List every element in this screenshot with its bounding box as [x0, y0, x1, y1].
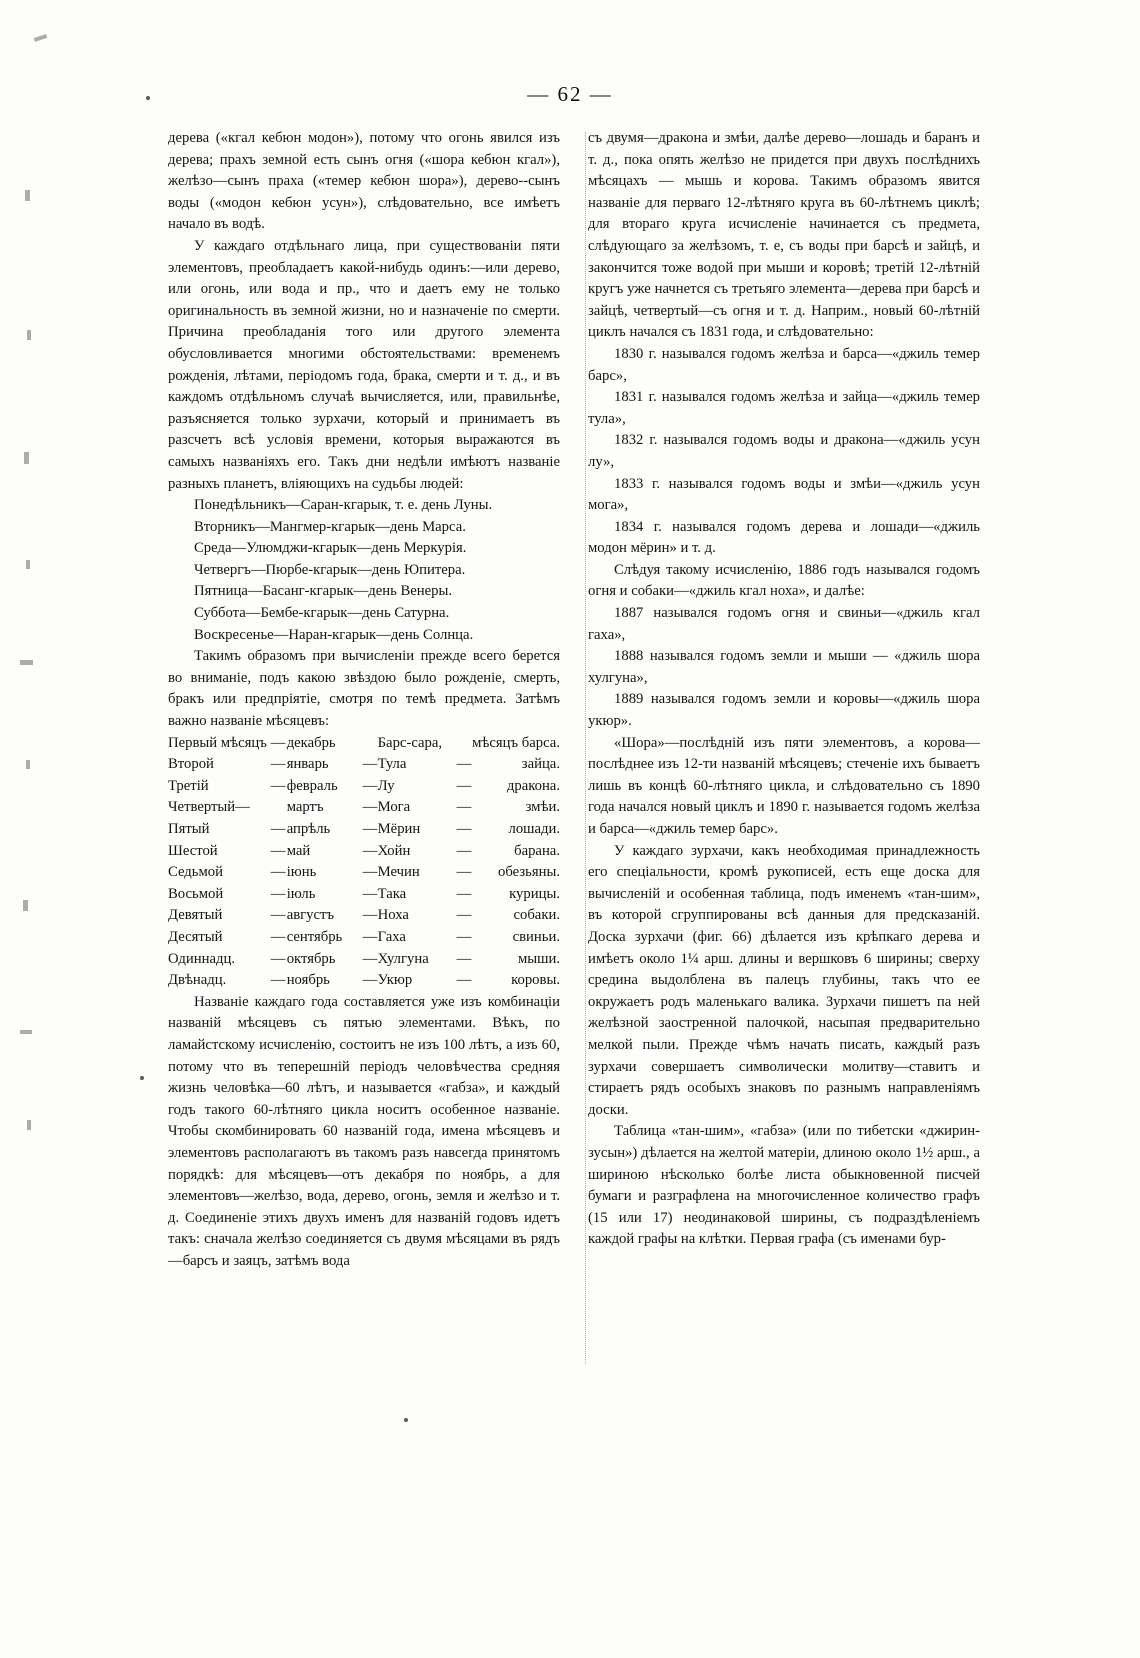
month-dash: —: [456, 885, 472, 902]
page-number: — 62 —: [527, 82, 613, 106]
scan-speck: [20, 1030, 32, 1034]
month-animal: курицы.: [509, 885, 560, 902]
paragraph: У каждаго отдѣльнаго лица, при существованіи пяти элементовъ, преобладаетъ какой-нибудь одинъ:—или дерево, или огонь, или вода и пр., что и даетъ ему не только оригинальность въ земной жизни, но и назначеніе по смерти. Причина преобладанія того или другого элемента обусловливается многими обстоятельствами: временемъ рожденія, лѣтами, періодомъ года, брака, смерти и т. д., и въ каждомъ отдѣльномъ случаѣ вычисляется, или, правильнѣе, разъясняется только зурхачи, который и принимаетъ въ разсчетъ всѣ условія времени, которыя выражаются въ самыхъ названіяхъ его. Такъ дни недѣли имѣютъ названіе разныхъ планетъ, вліяющихъ на судьбы людей:: [168, 237, 560, 492]
month-ordinal: Одиннадц.: [168, 950, 235, 967]
month-gregorian: мартъ: [286, 799, 324, 816]
scan-speck: [25, 190, 30, 201]
month-animal: обезьяны.: [498, 864, 560, 881]
month-kalmyk-name: Мёрин: [377, 821, 421, 837]
scan-speck: [34, 34, 48, 42]
paragraph: У каждаго зурхачи, какъ необходимая принадлежность его спеціальности, кромѣ рукописей, есть еще доска для вычисленій и особенная таблица, подъ именемъ «тан-шим», въ которой сгруппированы всѣ данныя для предсказаній. Доска зурхачи (фиг. 66) дѣлается изъ крѣпкаго дерева и имѣетъ около 1¼ арш. длины и вершковъ 6 ширины; сверху средина выдолблена въ палецъ глубины, такъ что ее окружаетъ родъ маленькаго валика. Зурхачи пишетъ па ней желѣзной заостренной палочкой, насыпая предварительно мелкой пыли. Прежде чѣмъ начать писать, каждый разъ зурхачи совершаетъ символически молитву—ставитъ и стираетъ рядъ особыхъ знаковъ по разнымъ направленіямъ доски.: [588, 842, 980, 1118]
weekday-item: Четвергъ—Пюрбе-кгарык—день Юпитера.: [194, 561, 466, 578]
month-animal: собаки.: [513, 907, 560, 924]
month-dash: —: [362, 756, 378, 773]
year-list-second: [588, 603, 980, 733]
month-kalmyk-name: Мечин: [377, 864, 420, 881]
table-row: [168, 733, 560, 755]
year-entry: 1834 г. назывался годомъ дерева и лошади—«джиль модон мёрин» и т. д.: [588, 518, 980, 557]
table-row: [168, 862, 560, 884]
table-row: [168, 841, 560, 863]
month-kalmyk-name: Тула: [377, 756, 407, 773]
month-dash: —: [362, 950, 378, 967]
month-animal: дракона.: [506, 777, 560, 794]
month-dash: —: [270, 885, 286, 902]
month-ordinal: Десятый: [168, 928, 223, 945]
month-dash: —: [362, 907, 378, 924]
month-dash: —: [270, 842, 286, 859]
month-kalmyk-name: Укюр: [377, 972, 413, 989]
paragraph: Такимъ образомъ при вычисленіи прежде всего берется во вниманіе, подъ какою звѣздою было рожденіе, смерть, бракъ или предпріятіе, смотря по темѣ предмета. Затѣмъ важно названіе мѣсяцевъ:: [168, 648, 560, 730]
month-dash: —: [456, 972, 472, 989]
year-entry: 1830 г. назывался годомъ желѣза и барса—«джиль темер барс»,: [588, 345, 980, 384]
month-animal: барана.: [514, 842, 560, 859]
month-dash: —: [362, 928, 378, 945]
left-column: [168, 128, 560, 1368]
month-dash: —: [362, 799, 378, 816]
month-animal: лошади.: [508, 821, 560, 837]
month-dash: —: [270, 950, 286, 967]
weekday-item: Воскресенье—Наран-кгарык—день Солнца.: [194, 626, 474, 643]
scan-speck: [26, 560, 30, 569]
month-ordinal: Пятый: [168, 821, 210, 837]
table-row: [168, 927, 560, 949]
month-gregorian: августъ: [286, 907, 335, 924]
paragraph: дерева («кгал кебюн модон»), потому что огонь явился изъ дерева; прахъ земной есть сынъ огня («шора кебюн кгал»), желѣзо—сынъ праха («темер кебюн шора»), дерево--сынъ воды («модон кебюн усун»), слѣдовательно, все имѣетъ начало въ водѣ.: [168, 130, 560, 233]
months-table: [168, 733, 560, 992]
paragraph: Названіе каждаго года составляется уже изъ комбинаціи названій мѣсяцевъ съ пятью элементами. Вѣкъ, по ламайстскому исчисленію, состоитъ не изъ 100 лѣтъ, а изъ 60, потому что въ теперешній періодъ человѣчества средняя жизнь человѣка—60 лѣтъ, и называется «габза», и каждый годъ такого 60-лѣтняго цикла носитъ особенное названіе. Чтобы скомбинировать 60 названій года, имена мѣсяцевъ и элементовъ располагаютъ въ такомъ разъ навсегда принятомъ порядкѣ: для мѣсяцевъ—отъ декабря по ноябрь, а для элементовъ—желѣзо, вода, дерево, огонь, земля и желѣзо и т. д. Соединеніе этихъ двухъ именъ для названій годовъ идетъ такъ: сначала желѣзо соединяется съ двумя мѣсяцами въ рядъ—барсъ и заяцъ, затѣмъ вода: [168, 993, 560, 1269]
month-kalmyk-name: Барс-сара,: [377, 734, 443, 751]
month-dash: —: [456, 842, 472, 859]
month-dash: —: [270, 864, 286, 881]
month-dash: —: [362, 864, 378, 881]
scan-speck: [27, 330, 31, 340]
month-dash: —: [456, 799, 472, 816]
month-dash: —: [362, 777, 378, 794]
text-columns: [168, 128, 980, 1368]
year-entry: 1831 г. назывался годомъ желѣза и зайца—«джиль темер тула»,: [588, 389, 980, 427]
scan-speck: [140, 1076, 144, 1080]
table-row: [168, 905, 560, 927]
right-column: [588, 128, 980, 1368]
month-dash: —: [456, 821, 472, 837]
scan-speck: [404, 1418, 408, 1422]
month-animal: зайца.: [521, 756, 560, 773]
month-animal: коровы.: [511, 972, 560, 989]
month-dash: —: [362, 842, 378, 859]
month-gregorian: октябрь: [286, 950, 336, 967]
weekday-item: Суббота—Бембе-кгарык—день Сатурна.: [194, 605, 450, 622]
month-gregorian: май: [286, 842, 311, 859]
scan-speck: [26, 760, 30, 769]
month-gregorian: іюль: [286, 885, 316, 902]
month-kalmyk-name: Ноха: [377, 907, 409, 924]
month-kalmyk-name: Мога: [377, 799, 411, 816]
paragraph: «Шора»—послѣдній изъ пяти элементовъ, а корова—послѣднее изъ 12-ти названій мѣсяцевъ; стеченіе ихъ бываетъ лишь въ концѣ 60-лѣтняго цикла, и слѣдовательно съ 1890 года начался новый циклъ и 1890 г. называется годомъ желѣза и барса—«джиль темер барс».: [588, 734, 980, 837]
month-dash: —: [270, 756, 286, 773]
month-dash: —: [456, 928, 472, 945]
month-dash: [456, 733, 472, 755]
table-row: [168, 884, 560, 906]
month-ordinal: Шестой: [168, 842, 218, 859]
scan-speck: [20, 660, 33, 665]
month-dash: —: [456, 950, 472, 967]
month-dash: —: [270, 777, 286, 794]
month-kalmyk-name: Така: [377, 885, 407, 902]
scan-speck: [23, 900, 28, 911]
weekday-item: Вторникъ—Мангмер-кгарык—день Марса.: [194, 518, 466, 535]
month-ordinal: Двѣнадц.: [168, 972, 227, 989]
table-row: [168, 776, 560, 798]
month-ordinal: Первый мѣсяцъ: [168, 734, 267, 751]
year-list-first: [588, 344, 980, 560]
year-entry: 1887 назывался годомъ огня и свиньи—«джиль кгал гаха»,: [588, 605, 980, 643]
month-dash: —: [456, 756, 472, 773]
table-row: [168, 819, 560, 841]
weekday-item: Понедѣльникъ—Саран-кгарык, т. е. день Луны.: [194, 497, 493, 514]
weekday-item: Среда—Улюмджи-кгарык—день Меркурія.: [194, 540, 467, 557]
year-entry: 1888 назывался годомъ земли и мыши — «джиль шора хулгуна»,: [588, 648, 980, 686]
month-gregorian: апрѣль: [286, 821, 331, 837]
month-dash: —: [362, 885, 378, 902]
month-dash: —: [456, 864, 472, 881]
month-ordinal: Седьмой: [168, 864, 223, 881]
month-ordinal: Третій: [168, 777, 209, 794]
month-gregorian: ноябрь: [286, 972, 330, 989]
table-row: [168, 754, 560, 776]
month-dash: —: [270, 734, 286, 751]
paragraph: Слѣдуя такому исчисленію, 1886 годъ назывался годомъ огня и собаки—«джиль кгал ноха», и далѣе:: [588, 561, 980, 600]
table-row: [168, 970, 560, 992]
weekday-list: [168, 495, 560, 646]
month-animal: свиньи.: [512, 928, 560, 945]
month-dash: —: [362, 972, 378, 989]
paragraph: Таблица «тан-шим», «габза» (или по тибетски «джирин-зусын») дѣлается на желтой матеріи, длиною около 1½ арш., а шириною нѣсколько болѣе листа обыкновенной писчей бумаги и разграфлена на многочисленное количество графъ (15 или 17) неодинаковой ширины, съ подраздѣленіемъ каждой графы на клѣтки. Первая графа (съ именами бур-: [588, 1123, 980, 1248]
month-animal: мыши.: [517, 950, 560, 967]
month-ordinal: Девятый: [168, 907, 223, 924]
month-kalmyk-name: Гаха: [377, 928, 406, 945]
month-dash: —: [270, 821, 286, 837]
month-dash: —: [456, 777, 472, 794]
table-row: [168, 949, 560, 971]
month-dash: —: [270, 928, 286, 945]
weekday-item: Пятница—Басанг-кгарык—день Венеры.: [194, 583, 453, 600]
month-animal: мѣсяцъ барса.: [472, 734, 560, 751]
month-kalmyk-name: Хулгуна: [377, 950, 429, 967]
month-kalmyk-name: Лу: [377, 777, 395, 794]
year-entry: 1889 назывался годомъ земли и коровы—«джиль шора укюр».: [588, 691, 980, 730]
month-dash: [362, 733, 377, 755]
month-dash: —: [362, 821, 378, 837]
paragraph: съ двумя—дракона и змѣи, далѣе дерево—лошадь и баранъ и т. д., пока опять желѣзо не придется при двухъ послѣднихъ мѣсяцахъ — мышь и корова. Такимъ образомъ явится названіе для перваго 12-лѣтняго круга въ 60-лѣтнемъ циклѣ; для втораго круга исчисленіе начинается съ предмета, слѣдующаго за желѣзомъ, т. е, съ воды при барсѣ и зайцѣ, и закончится тоже водой при мыши и коровѣ; третій 12-лѣтній кругъ уже начнется съ третьяго элемента—дерева при барсѣ и зайцѣ, четвертый—съ огня и т. д. Наприм., новый 60-лѣтній циклъ начался съ 1831 года, и слѣдовательно:: [588, 130, 980, 341]
month-dash: [269, 797, 286, 819]
month-dash: —: [456, 907, 472, 924]
month-dash: —: [270, 972, 286, 989]
month-gregorian: іюнь: [286, 864, 317, 881]
month-gregorian: январь: [286, 756, 329, 773]
table-row: [168, 797, 560, 819]
scan-speck: [27, 1120, 31, 1130]
month-dash: —: [270, 907, 286, 924]
month-gregorian: декабрь: [286, 734, 336, 751]
year-entry: 1833 г. назывался годомъ воды и змѣи—«джиль усун мога»,: [588, 475, 980, 514]
month-gregorian: февраль: [286, 777, 338, 794]
year-entry: 1832 г. назывался годомъ воды и дракона—«джиль усун лу»,: [588, 432, 980, 470]
month-kalmyk-name: Хойн: [377, 842, 411, 859]
month-animal: змѣи.: [525, 799, 560, 816]
month-gregorian: сентябрь: [286, 928, 343, 945]
month-ordinal: Второй: [168, 756, 214, 773]
month-ordinal: Восьмой: [168, 885, 224, 902]
scan-speck: [24, 452, 29, 464]
month-ordinal: Четвертый—: [168, 799, 250, 816]
